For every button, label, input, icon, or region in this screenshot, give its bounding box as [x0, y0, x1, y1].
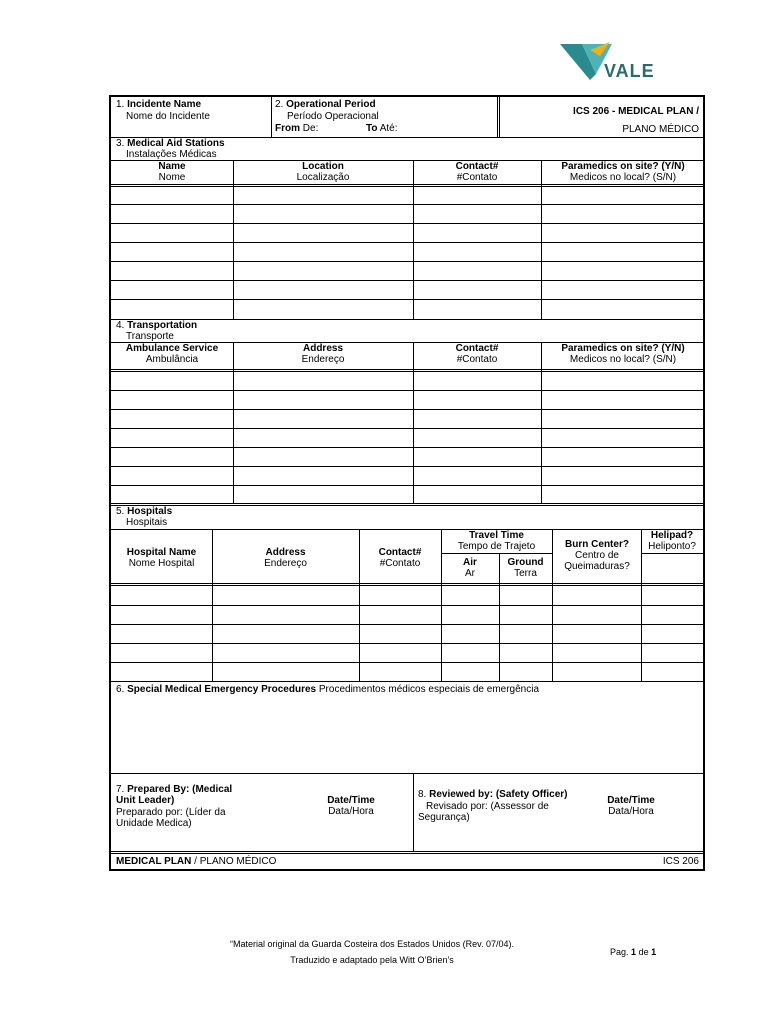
ambulance-cell[interactable]	[414, 429, 540, 446]
ambulance-cell[interactable]	[234, 448, 412, 465]
section3-col-0-header: Name Nome	[158, 161, 186, 183]
medical-station-cell[interactable]	[234, 224, 412, 241]
ambulance-cell[interactable]	[112, 410, 232, 427]
section4-col-2-header: Contact# #Contato	[455, 343, 499, 365]
ambulance-cell[interactable]	[542, 448, 704, 465]
medical-station-cell[interactable]	[234, 281, 412, 298]
section7-date[interactable]: Date/Time Data/Hora	[327, 795, 375, 817]
medical-station-cell[interactable]	[542, 205, 704, 222]
hospital-cell[interactable]	[213, 625, 358, 642]
section4-col-1-header: Address Endereço	[301, 343, 345, 365]
hospital-cell[interactable]	[112, 663, 211, 680]
ambulance-cell[interactable]	[234, 486, 412, 503]
medical-station-cell[interactable]	[542, 281, 704, 298]
hospital-cell[interactable]	[360, 625, 440, 642]
medical-station-cell[interactable]	[234, 205, 412, 222]
hospital-cell[interactable]	[360, 606, 440, 623]
section3-col-3-header: Paramedics on site? (Y/N) Medicos no local? (S/N)	[561, 161, 685, 183]
medical-station-cell[interactable]	[112, 262, 232, 279]
ambulance-cell[interactable]	[414, 410, 540, 427]
section4-col-0-header: Ambulance Service Ambulância	[125, 343, 219, 365]
travel-time-header: Travel Time Tempo de Trajeto	[457, 530, 536, 552]
ambulance-cell[interactable]	[112, 467, 232, 484]
hospital-cell[interactable]	[553, 625, 640, 642]
medical-station-cell[interactable]	[414, 262, 540, 279]
hospital-cell[interactable]	[553, 644, 640, 661]
hospital-cell[interactable]	[112, 625, 211, 642]
hospital-cell[interactable]	[553, 606, 640, 623]
hospital-cell[interactable]	[553, 663, 640, 680]
ambulance-cell[interactable]	[414, 486, 540, 503]
ambulance-cell[interactable]	[234, 391, 412, 408]
section4-col-3-header: Paramedics on site? (Y/N) Medicos no local? (S/N)	[561, 343, 685, 365]
footer-line1: “Material original da Guarda Costeira dos Estados Unidos (Rev. 07/04).	[230, 939, 514, 949]
hospital-cell[interactable]	[442, 663, 498, 680]
section5-title: 5. Hospitals	[116, 506, 173, 517]
medical-station-cell[interactable]	[234, 243, 412, 260]
page-number: Pag. 1 de 1	[610, 947, 657, 957]
hospital-cell[interactable]	[213, 663, 358, 680]
section6-title: 6. Special Medical Emergency Procedures Procedimentos médicos especiais de emergência	[116, 684, 540, 695]
hospital-cell[interactable]	[500, 644, 551, 661]
address-header: Address Endereço	[264, 547, 307, 569]
ambulance-cell[interactable]	[234, 410, 412, 427]
air-header: Air Ar	[463, 557, 477, 579]
operational-period-label: 2. Operational Period	[275, 99, 376, 110]
form-id-sub: PLANO MÉDICO	[622, 124, 699, 135]
medical-station-cell[interactable]	[112, 205, 232, 222]
medical-station-cell[interactable]	[542, 243, 704, 260]
hospital-cell[interactable]	[442, 625, 498, 642]
ambulance-cell[interactable]	[112, 391, 232, 408]
hospital-cell[interactable]	[500, 625, 551, 642]
medical-station-cell[interactable]	[542, 262, 704, 279]
medical-station-cell[interactable]	[112, 281, 232, 298]
hospital-cell[interactable]	[442, 644, 498, 661]
footer-line2: Traduzido e adaptado pela Witt O’Brien’s	[290, 955, 454, 965]
hospital-cell[interactable]	[642, 625, 704, 642]
medical-station-cell[interactable]	[112, 224, 232, 241]
section7-title: 7. Prepared By: (Medical Unit Leader)	[116, 784, 233, 806]
section3-col-2-header: Contact# #Contato	[455, 161, 499, 183]
ambulance-cell[interactable]	[542, 391, 704, 408]
medical-station-cell[interactable]	[414, 205, 540, 222]
medical-station-cell[interactable]	[414, 300, 540, 317]
from-field[interactable]: From De:	[275, 123, 319, 134]
section3-col-1-header: Location Localização	[296, 161, 350, 183]
hospital-cell[interactable]	[642, 663, 704, 680]
incident-name-sub: Nome do Incidente	[126, 111, 210, 122]
hospital-cell[interactable]	[642, 606, 704, 623]
ambulance-cell[interactable]	[542, 486, 704, 503]
form-id: ICS 206 - MEDICAL PLAN /	[573, 106, 699, 117]
hospital-cell[interactable]	[213, 606, 358, 623]
hospital-cell[interactable]	[642, 644, 704, 661]
bottom-bar-title: MEDICAL PLAN / PLANO MÉDICO	[116, 856, 277, 867]
section3-title: 3. Medical Aid Stations	[116, 138, 225, 149]
medical-station-cell[interactable]	[112, 300, 232, 317]
medical-station-cell[interactable]	[542, 300, 704, 317]
medical-station-cell[interactable]	[414, 224, 540, 241]
logo-text: VALE	[604, 61, 655, 81]
ground-header: Ground Terra	[507, 557, 544, 579]
operational-period-sub: Período Operacional	[287, 111, 379, 122]
ambulance-cell[interactable]	[414, 391, 540, 408]
medical-station-cell[interactable]	[414, 281, 540, 298]
special-procedures-field[interactable]	[111, 697, 703, 771]
ambulance-cell[interactable]	[234, 467, 412, 484]
hospital-cell[interactable]	[500, 663, 551, 680]
hospital-cell[interactable]	[112, 644, 211, 661]
burn-center-header: Burn Center? Centro de Queimaduras?	[564, 539, 630, 572]
hospital-cell[interactable]	[360, 644, 440, 661]
section4-title: 4. Transportation	[116, 320, 198, 331]
helipad-header: Helipad? Heliponto?	[648, 530, 696, 552]
section5-subtitle: Hospitais	[126, 517, 168, 528]
hospital-cell[interactable]	[112, 606, 211, 623]
ambulance-cell[interactable]	[542, 429, 704, 446]
section4-subtitle: Transporte	[126, 331, 174, 342]
hospital-name-header: Hospital Name Nome Hospital	[126, 547, 197, 569]
medical-station-cell[interactable]	[112, 243, 232, 260]
ambulance-cell[interactable]	[542, 410, 704, 427]
hospital-cell[interactable]	[442, 606, 498, 623]
section3-subtitle: Instalações Médicas	[126, 149, 217, 160]
ambulance-cell[interactable]	[112, 429, 232, 446]
ambulance-cell[interactable]	[234, 429, 412, 446]
ambulance-cell[interactable]	[542, 467, 704, 484]
ambulance-cell[interactable]	[414, 467, 540, 484]
medical-station-cell[interactable]	[234, 300, 412, 317]
section8-title: 8. Reviewed by: (Safety Officer)	[418, 789, 568, 800]
incident-name-label: 1. Incidente Name	[116, 99, 202, 110]
ambulance-cell[interactable]	[112, 448, 232, 465]
section8-subtitle: Revisado por: (Assessor de Segurança)	[418, 801, 549, 823]
ambulance-cell[interactable]	[112, 486, 232, 503]
medical-station-cell[interactable]	[234, 262, 412, 279]
hospital-cell[interactable]	[213, 644, 358, 661]
to-field[interactable]: To Até:	[366, 123, 398, 134]
hospital-cell[interactable]	[500, 606, 551, 623]
hospital-cell[interactable]	[360, 663, 440, 680]
bottom-bar-code: ICS 206	[662, 856, 699, 867]
ics206-form	[109, 95, 705, 871]
contact-header: Contact# #Contato	[378, 547, 422, 569]
medical-station-cell[interactable]	[414, 243, 540, 260]
section8-date[interactable]: Date/Time Data/Hora	[607, 795, 655, 817]
ambulance-cell[interactable]	[414, 448, 540, 465]
section7-subtitle: Preparado por: (Líder da Unidade Medica)	[116, 807, 226, 829]
medical-station-cell[interactable]	[542, 224, 704, 241]
